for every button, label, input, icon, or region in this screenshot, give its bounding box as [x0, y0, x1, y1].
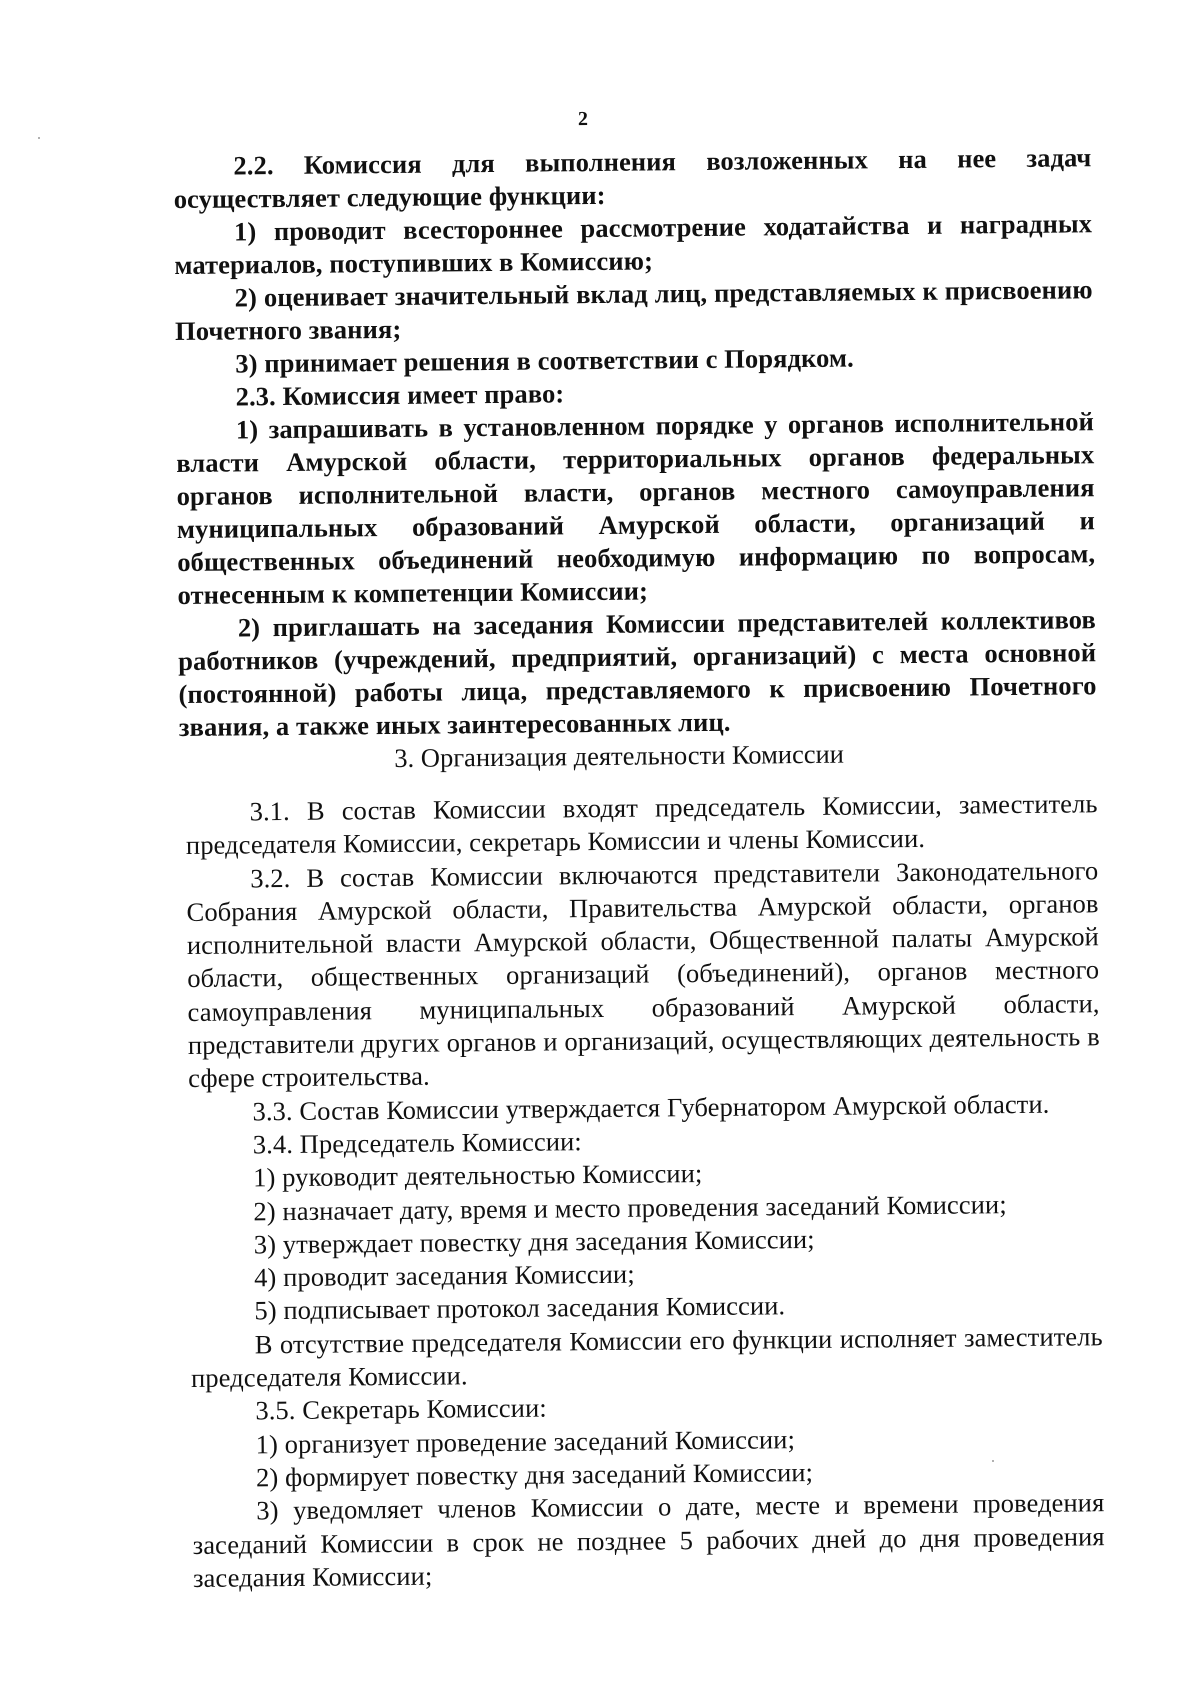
paragraph-3-4: 3.4. Председатель Комиссии: — [252, 1126, 582, 1160]
paragraph-3-4-item-4: 4) проводит заседания Комиссии; — [253, 1258, 635, 1293]
section-3-heading: 3. Организация деятельности Комиссии — [394, 738, 845, 773]
paragraph-2-3: 2.3. Комиссия имеет право: — [235, 378, 565, 412]
paragraph-2-3-item-1: 1) запрашивать в установленном порядке у органов исполнительной власти Амурской области, территориальных органов федеральных органов исполнительной власти, органов местного самоуправления муниципальных образований Амурской области, организаций и общественных объединений необходимую информацию по вопросам, отнесенным к компетенции Комиссии; — [176, 406, 1096, 611]
paragraph-3-5: 3.5. Секретарь Комиссии: — [255, 1392, 547, 1426]
section-2-body — [173, 141, 1097, 744]
scan-speck — [992, 1460, 994, 1462]
paragraph-3-4-item-5: 5) подписывает протокол заседания Комиссии. — [254, 1290, 786, 1326]
paragraph-2-2-item-1: 1) проводит всестороннее рассмотрение ходатайства и наградных материалов, поступивших в Комиссию; — [174, 208, 1093, 281]
page-number: 2 — [577, 108, 589, 131]
scan-speck — [38, 137, 40, 139]
paragraph-3-2: 3.2. В состав Комиссии включаются представители Законодательного Собрания Амурской области, Правительства Амурской области, органов исполнительной власти Амурской области, Общественной палаты Амурской области, общественных организаций (объединений), органов местного самоуправления муниципальных образований Амурской области, представители других органов и организаций, осуществляющих деятельность в сфере строительства. — [186, 854, 1100, 1094]
paragraph-3-1: 3.1. В состав Комиссии входят председатель Комиссии, заместитель председателя Комиссии, секретарь Комиссии и члены Комиссии. — [185, 788, 1098, 861]
paragraph-3-3: 3.3. Состав Комиссии утверждается Губернатором Амурской области. — [252, 1088, 1050, 1127]
paragraph-3-4-item-2: 2) назначает дату, время и место проведения заседаний Комиссии; — [253, 1188, 1007, 1226]
paragraph-3-5-item-3: 3) уведомляет членов Комиссии о дате, месте и времени проведения заседаний Комиссии в срок не позднее 5 рабочих дней до дня проведения заседания Комиссии; — [192, 1487, 1105, 1593]
paragraph-2-2-item-2: 2) оценивает значительный вклад лиц, представляемых к присвоению Почетного звания; — [174, 274, 1093, 347]
paragraph-2-2: 2.2. Комиссия для выполнения возложенных на нее задач осуществляет следующие функции: — [173, 142, 1092, 215]
paragraph-3-5-item-1: 1) организует проведение заседаний Комиссии; — [255, 1423, 796, 1459]
paragraph-3-5-item-2: 2) формирует повестку дня заседаний Комиссии; — [255, 1456, 814, 1493]
paragraph-2-3-item-2: 2) приглашать на заседания Комиссии представителей коллективов работников (учреждений, предприятий, организаций) с места основной (постоянной) работы лица, представляемого к присвоению Почетного звания, а также иных заинтересованных лиц. — [178, 604, 1097, 743]
paragraph-3-4-item-1: 1) руководит деятельностью Комиссии; — [253, 1158, 703, 1193]
paragraph-3-4-item-3: 3) утверждает повестку дня заседания Комиссии; — [253, 1223, 815, 1260]
paragraph-3-4-deputy: В отсутствие председателя Комиссии его функции исполняет заместитель председателя Комиссии. — [190, 1320, 1103, 1393]
paragraph-2-2-item-3: 3) принимает решения в соответствии с Порядком. — [235, 342, 854, 379]
section-3-body — [185, 787, 1105, 1595]
